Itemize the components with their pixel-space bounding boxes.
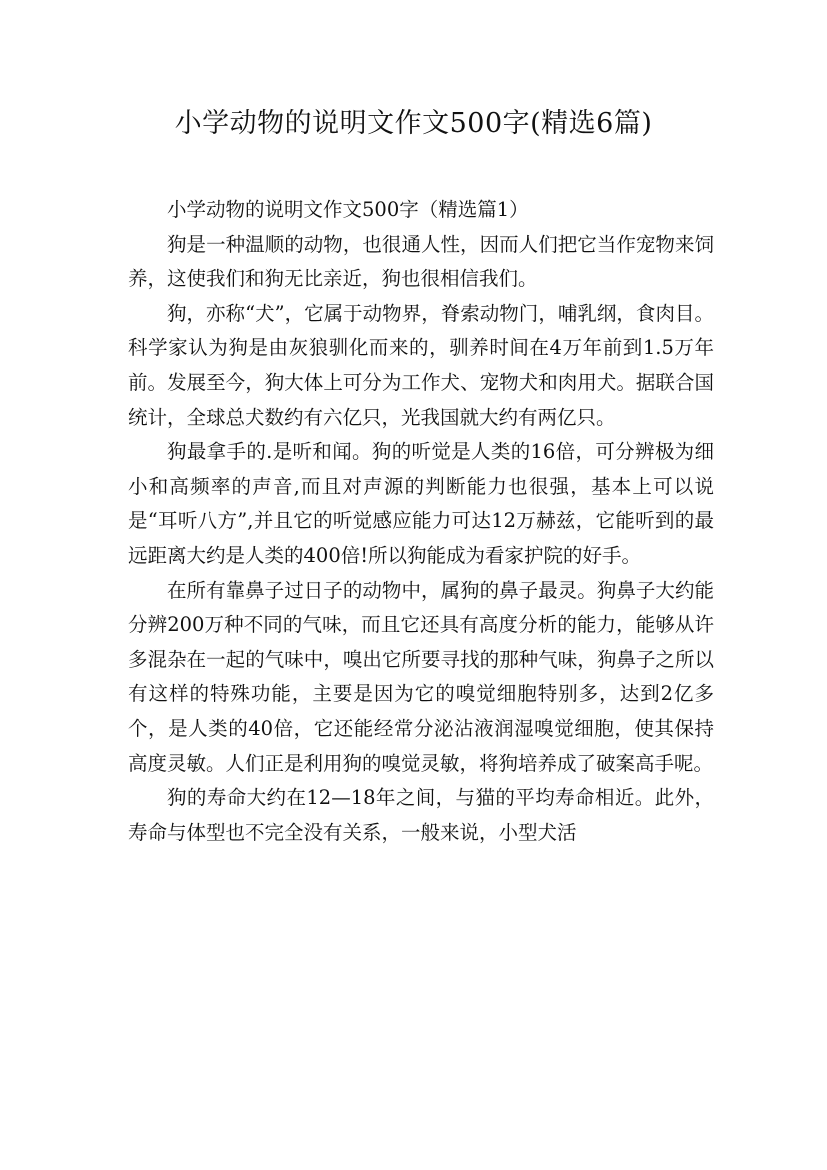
paragraph: 狗，亦称“犬”，它属于动物界，脊索动物门，哺乳纲，食肉目。科学家认为狗是由灰狼驯化而来的，驯养时间在4万年前到1.5万年前。发展至今，狗大体上可分为工作犬、宠物犬和肉用犬。据联合国统计，全球总犬数约有六亿只，光我国就大约有两亿只。 (128, 301, 714, 429)
section-heading: 小学动物的说明文作文500字（精选篇1） (167, 198, 529, 221)
paragraph: 狗最拿手的.是听和闻。狗的听觉是人类的16倍，可分辨极为细小和高频率的声音,而且对声源的判断能力也很强，基本上可以说是“耳听八方”,并且它的听觉感应能力可达12万赫兹，它能听到的最远距离大约是人类的400倍!所以狗能成为看家护院的好手。 (128, 440, 714, 567)
document-title: 小学动物的说明文作文500字(精选6篇) (174, 108, 653, 139)
document-body (128, 193, 714, 850)
paragraph: 狗的寿命大约在12—18年之间，与猫的平均寿命相近。此外，寿命与体型也不完全没有关系，一般来说，小型犬活 (128, 786, 714, 844)
paragraph: 狗是一种温顺的动物，也很通人性，因而人们把它当作宠物来饲养，这使我们和狗无比亲近，狗也很相信我们。 (128, 232, 714, 291)
paragraph: 在所有靠鼻子过日子的动物中，属狗的鼻子最灵。狗鼻子大约能分辨200万种不同的气味，而且它还具有高度分析的能力，能够从许多混杂在一起的气味中，嗅出它所要寻找的那种气味，狗鼻子之所以有这样的特殊功能，主要是因为它的嗅觉细胞特别多，达到2亿多个，是人类的40倍，它还能经常分泌沾液润湿嗅觉细胞，使其保持高度灵敏。人们正是利用狗的嗅觉灵敏，将狗培养成了破案高手呢。 (128, 578, 714, 775)
